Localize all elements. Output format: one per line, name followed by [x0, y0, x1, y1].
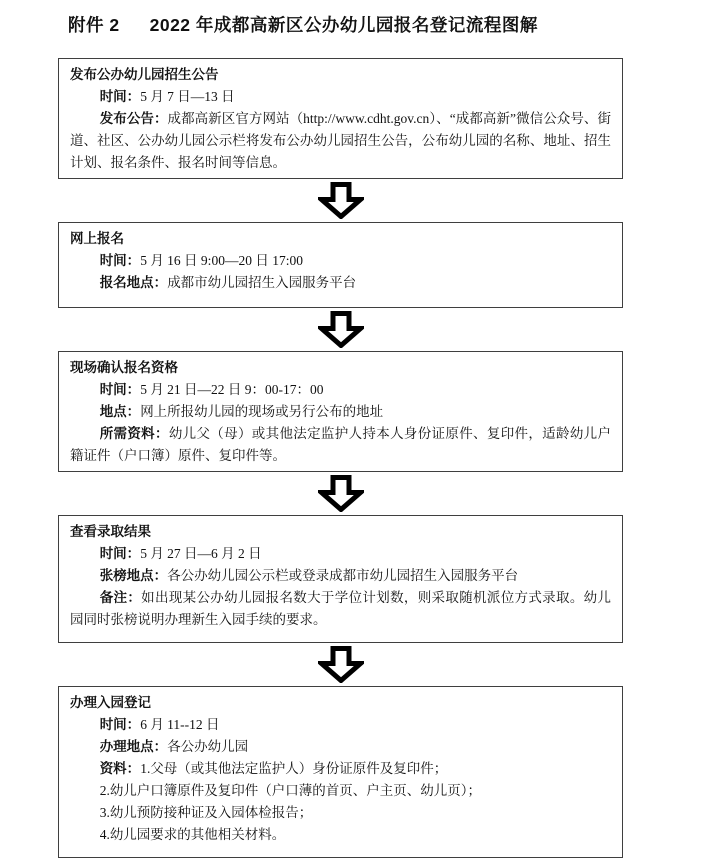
paragraph-label: 时间：: [99, 89, 141, 104]
paragraph-label: 时间：: [99, 546, 141, 561]
paragraph-label: 所需资料：: [99, 426, 169, 441]
paragraph-text: 2.幼儿户口簿原件及复印件（户口薄的首页、户主页、幼儿页）；: [99, 783, 482, 798]
step-paragraph: [70, 780, 611, 802]
down-block-arrow-icon: [318, 311, 364, 348]
paragraph-text: 3.幼儿预防接种证及入园体检报告；: [99, 805, 313, 820]
paragraph-text: 5 月 7 日—13 日: [140, 89, 235, 104]
step-paragraph: [70, 86, 611, 108]
step-paragraph: [70, 802, 611, 824]
step-paragraph: [70, 250, 611, 272]
paragraph-text: 如出现某公办幼儿园报名数大于学位计划数，则采取随机派位方式录取。幼儿园同时张榜说明办理新生入园手续的要求。: [70, 590, 611, 627]
step-heading: 发布公办幼儿园招生公告: [70, 67, 219, 82]
paragraph-text: 6 月 11--12 日: [140, 717, 220, 732]
step-paragraph: [70, 401, 611, 423]
paragraph-text: 各公办幼儿园: [167, 739, 249, 754]
down-block-arrow-icon: [318, 475, 364, 512]
step-paragraph: [70, 824, 611, 846]
paragraph-label: 资料：: [99, 761, 141, 776]
flow-connector: [58, 472, 623, 515]
step-paragraph: [70, 423, 611, 467]
paragraph-text: 4.幼儿园要求的其他相关材料。: [99, 827, 286, 842]
step-heading: 查看录取结果: [70, 524, 151, 539]
flow-step-box: [58, 515, 623, 643]
down-block-arrow-icon: [318, 182, 364, 219]
paragraph-text: 5 月 27 日—6 月 2 日: [140, 546, 262, 561]
paragraph-text: 成都高新区官方网站（http://www.cdht.gov.cn）、“成都高新”微信公众号、街道、社区、公办幼儿园公示栏将发布公办幼儿园招生公告，公布幼儿园的名称、地址、招生计划、报名条件、报名时间等信息。: [70, 111, 611, 170]
step-paragraph: [70, 565, 611, 587]
step-heading: 网上报名: [70, 231, 124, 246]
step-heading: 办理入园登记: [70, 695, 151, 710]
step-paragraph: [70, 543, 611, 565]
paragraph-label: 时间：: [99, 253, 141, 268]
flow-step-box: [58, 222, 623, 308]
flow-step-box: [58, 686, 623, 858]
flow-connector: [58, 179, 623, 222]
step-paragraph: [70, 379, 611, 401]
paragraph-label: 发布公告：: [99, 111, 168, 126]
paragraph-text: 1.父母（或其他法定监护人）身份证原件及复印件；: [140, 761, 448, 776]
step-paragraph: [70, 758, 611, 780]
attachment-label: 附件 2: [68, 15, 120, 35]
step-paragraph: [70, 272, 611, 294]
step-paragraph: [70, 736, 611, 758]
step-paragraph: [70, 587, 611, 631]
paragraph-text: 5 月 21 日—22 日 9：00-17：00: [140, 382, 324, 397]
paragraph-label: 地点：: [99, 404, 141, 419]
paragraph-text: 幼儿父（母）或其他法定监护人持本人身份证原件、复印件，适龄幼儿户籍证件（户口簿）原件、复印件等。: [70, 426, 611, 463]
paragraph-text: 网上所报幼儿园的现场或另行公布的地址: [140, 404, 384, 419]
flow-step-box: [58, 351, 623, 472]
paragraph-label: 报名地点：: [99, 275, 168, 290]
flowchart: [58, 58, 623, 858]
step-paragraph: [70, 714, 611, 736]
flow-connector: [58, 308, 623, 351]
paragraph-label: 时间：: [99, 717, 141, 732]
title-text: 2022 年成都高新区公办幼儿园报名登记流程图解: [149, 15, 538, 35]
flow-connector: [58, 643, 623, 686]
step-paragraph: [70, 108, 611, 174]
paragraph-text: 各公办幼儿园公示栏或登录成都市幼儿园招生入园服务平台: [167, 568, 519, 583]
step-heading: 现场确认报名资格: [70, 360, 178, 375]
paragraph-text: 成都市幼儿园招生入园服务平台: [167, 275, 357, 290]
page-title: [68, 12, 710, 37]
paragraph-text: 5 月 16 日 9:00—20 日 17:00: [140, 253, 303, 268]
paragraph-label: 张榜地点：: [99, 568, 168, 583]
paragraph-label: 时间：: [99, 382, 141, 397]
down-block-arrow-icon: [318, 646, 364, 683]
paragraph-label: 办理地点：: [99, 739, 168, 754]
flow-step-box: [58, 58, 623, 179]
paragraph-label: 备注：: [99, 590, 142, 605]
